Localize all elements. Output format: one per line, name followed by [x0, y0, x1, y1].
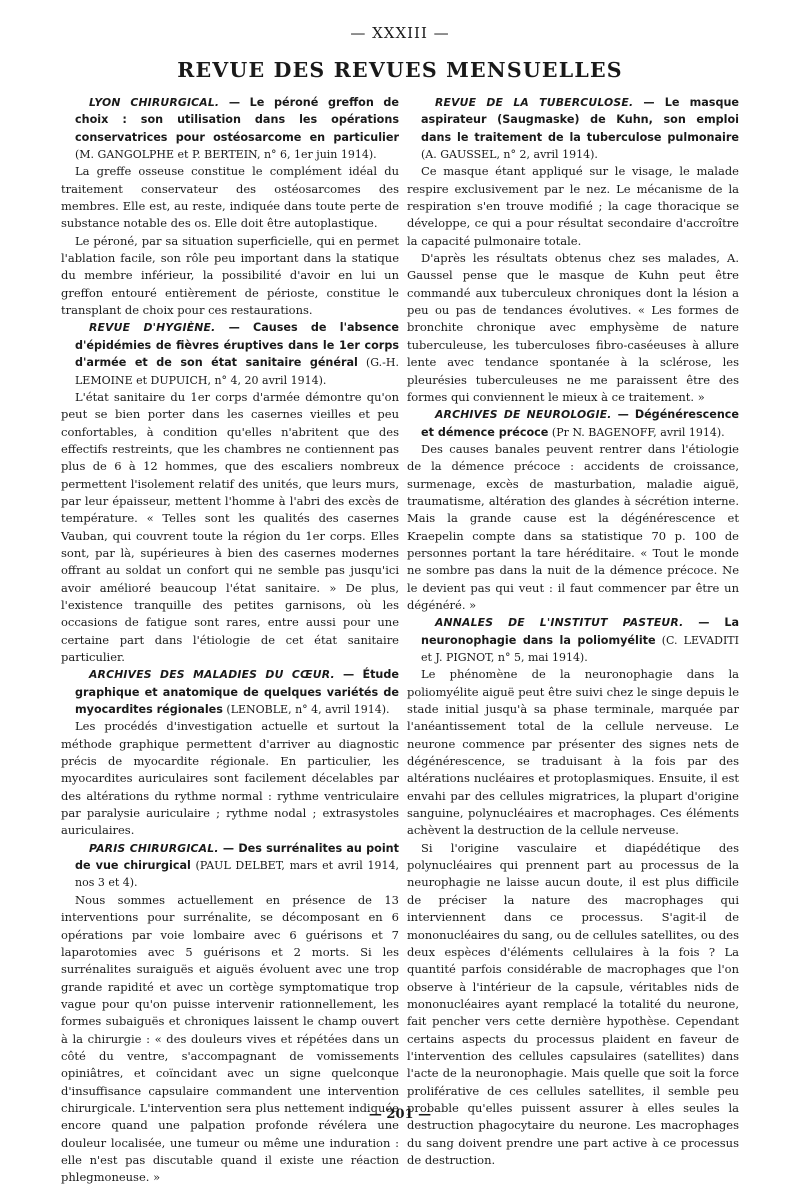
article-source: REVUE DE LA TUBERCULOSE.	[435, 96, 634, 109]
article-paragraph: L'état sanitaire du 1er corps d'armée démontre qu'on peut se bien porter dans les casernes vieilles et peu confortables, à condition qu'elles n'abritent que des effectifs restreints, que les chambres ne contiennent pas plus de 6 à 12 hommes, que des escaliers nombreux permettent l'isolement relatif des unités, que leurs murs, par leur épaisseur, mettent l'homme à l'abri des excès de température. « Telles sont les qualités des casernes Vauban, qui couvrent toute la région du 1er corps. Elles sont, par là, supérieures à bien des casernes modernes offrant au soldat un confort qui ne semble pas jusqu'ici avoir amélioré beaucoup l'état sanitaire. » De plus, l'existence tranquille des petites garnisons, où les occasions de fatigue sont rares, entre aussi pour une certaine part dans l'étiologie de cet état sanitaire particulier.	[61, 389, 399, 664]
article-title: — Des surrénalites au point de vue chirurgical	[75, 841, 399, 873]
article-paragraph: La greffe osseuse constitue le complément idéal du traitement conservateur des ostéosarcomes des membres. Elle est, au reste, indiquée dans toute perte de substance notable des os. Elle doit être autoplastique.	[61, 164, 399, 231]
article-source: PARIS CHIRURGICAL.	[89, 841, 219, 855]
article-reference: (C. LEVADITI et J. PIGNOT, n° 5, mai 1914).	[421, 633, 739, 664]
article-paragraph: Des causes banales peuvent rentrer dans l'étiologie de la démence précoce : accidents de croissance, surmenage, excès de masturbation, maladie aiguë, traumatisme, altération des glandes à sécrétion interne. Mais la grande cause est la dégénérescence et Kraepelin compte dans sa statistique 70 p. 100 de personnes portant la tare héréditaire. « Tout le monde ne sombre pas dans la nuit de la démence précoce. Ne le devient pas qui veut : il faut commencer par être un dégénéré. »	[407, 441, 739, 612]
article-title: — La neuronophagie dans la poliomyélite	[421, 616, 739, 647]
article-title: — Le masque aspirateur (Saugmaske) de Kuhn, son emploi dans le traitement de la tuberculose pulmonaire	[421, 96, 739, 144]
article-reference: (A. GAUSSEL, n° 2, avril 1914).	[421, 148, 598, 162]
article-reference: (M. GANGOLPHE et P. BERTEIN, n° 6, 1er juin 1914).	[75, 148, 377, 162]
left-column	[61, 94, 399, 1187]
article-reference: (G.-H. LEMOINE et DUPUICH, n° 4, 20 avril 1914).	[75, 356, 399, 387]
folio: — XXXIII —	[350, 24, 450, 42]
article	[61, 94, 399, 319]
article-source: LYON CHIRURGICAL.	[89, 96, 220, 109]
article-title: — Étude graphique et anatomique de quelques variétés de myocardites régionales	[75, 668, 399, 717]
article-paragraph: Ce masque étant appliqué sur le visage, le malade respire exclusivement par le nez. Le mécanisme de la respiration s'en trouve modifié ; la cage thoracique se développe, ce qui a pour résultat secondaire d'accroître la capacité pulmonaire totale.	[407, 164, 739, 248]
article-paragraph: Le péroné, par sa situation superficielle, qui en permet l'ablation facile, son rôle peu important dans la statique du membre inférieur, la possibilité d'avoir en lui un greffon entouré entièrement de périoste, constitue le transplant de choix pour ces restaurations.	[61, 233, 399, 318]
article	[61, 666, 399, 839]
article	[61, 319, 399, 666]
article-source: ARCHIVES DES MALADIES DU CŒUR.	[89, 668, 335, 682]
page-headline: REVUE DES REVUES MENSUELLES	[177, 58, 623, 82]
article-title: — Le péroné greffon de choix : son utilisation dans les opérations conservatrices pour ostéosarcome en particulier	[75, 96, 399, 144]
article-paragraph: Les procédés d'investigation actuelle et surtout la méthode graphique permettent d'arriver au diagnostic précis de myocardite régionale. En particulier, les myocardites auriculaires sont facilement décelables par des altérations du rythme normal : rythme ventriculaire par paralysie auriculaire ; rythme nodal ; extrasystoles auriculaires.	[61, 719, 399, 838]
article-source: ARCHIVES DE NEUROLOGIE.	[435, 408, 612, 422]
right-column	[407, 94, 739, 1169]
article-paragraph: Le phénomène de la neuronophagie dans la poliomyélite aiguë peut être suivi chez le singe depuis le stade initial jusqu'à sa phase terminale, marquée par l'anéantissement total de la cellule nerveuse. Le neurone commence par présenter des signes nets de dégénérescence, se traduisant à la fois par des altérations nucléaires et protoplasmiques. Ensuite, il est envahi par des cellules migratrices, la plupart d'origine sanguine, polynucléaires et macrophages. Ces éléments achèvent la destruction de la cellule nerveuse.	[407, 667, 739, 838]
article-reference: (PAUL DELBET, mars et avril 1914, nos 3 et 4).	[75, 859, 399, 890]
page-number: — 201 —	[368, 1107, 432, 1122]
article	[407, 94, 739, 406]
article-paragraph: Nous sommes actuellement en présence de 13 interventions pour surrénalite, se décomposant en 6 opérations par voie lombaire avec 6 guérisons et 7 laparotomies avec 5 guérisons et 2 morts. Si les surrénalites suraiguës et aiguës évoluent avec une trop grande rapidité et avec un cortège symptomatique trop vague pour qu'on puisse intervenir rationnellement, les formes subaiguës et chroniques laissent le champ ouvert à la chirurgie : « des douleurs vives et répétées dans un côté du ventre, s'accompagnant de vomissements opiniâtres, et coïncidant avec un signe quelconque d'insuffisance capsulaire commandent une intervention chirurgicale. L'intervention sera plus nettement indiquée encore quand une palpation profonde révélera une douleur localisée, une tumeur ou même une induration : elle n'est pas discutable quand il existe une réaction phlegmoneuse. »	[61, 892, 399, 1185]
article-source: REVUE D'HYGIÈNE.	[89, 321, 216, 335]
article-reference: (Pr N. BAGENOFF, avril 1914).	[548, 425, 725, 439]
article-paragraph: Si l'origine vasculaire et diapédétique des polynucléaires qui prennent part au processus de la neurophagie ne laisse aucun doute, il est plus difficile de préciser la nature des macrophages qui interviennent dans ce processus. S'agit-il de mononucléaires du sang, ou de cellules satellites, ou des deux espèces d'éléments cellulaires à la fois ? La quantité parfois considérable de macrophages que l'on observe à l'intérieur de la capsule, véritables nids de mononucléaires ayant remplacé la totalité du neurone, fait pencher vers cette dernière hypothèse. Cependant certains aspects du processus plaident en faveur de l'intervention des cellules capsulaires (satellites) dans l'acte de la neuronophagie. Mais quelle que soit la force proliférative de ces cellules satellites, il semble peu probable qu'elles puissent assurer à elles seules la destruction phagocytaire du neurone. Les macrophages du sang doivent prendre une part active à ce processus de destruction.	[407, 840, 739, 1167]
article	[407, 614, 739, 1169]
article-reference: (LENOBLE, n° 4, avril 1914).	[222, 703, 390, 717]
article	[407, 406, 739, 614]
article-paragraph: D'après les résultats obtenus chez ses malades, A. Gaussel pense que le masque de Kuhn peut être commandé aux tuberculeux chroniques dont la lésion a peu ou pas de tendances évolutives. « Les formes de bronchite chronique avec emphysème de nature tuberculeuse, les tuberculoses fibro-caséeuses à allure lente avec tendance spontanée à la sclérose, les pleurésies tuberculeuses ne me paraissent être des formes qui conviennent le mieux à ce traitement. »	[407, 251, 739, 404]
article-title: — Causes de l'absence d'épidémies de fièvres éruptives dans le 1er corps d'armée et de son état sanitaire général	[75, 321, 399, 370]
article	[61, 840, 399, 1187]
article-title: — Dégénérescence et démence précoce	[421, 408, 740, 439]
article-source: ANNALES DE L'INSTITUT PASTEUR.	[435, 616, 684, 630]
